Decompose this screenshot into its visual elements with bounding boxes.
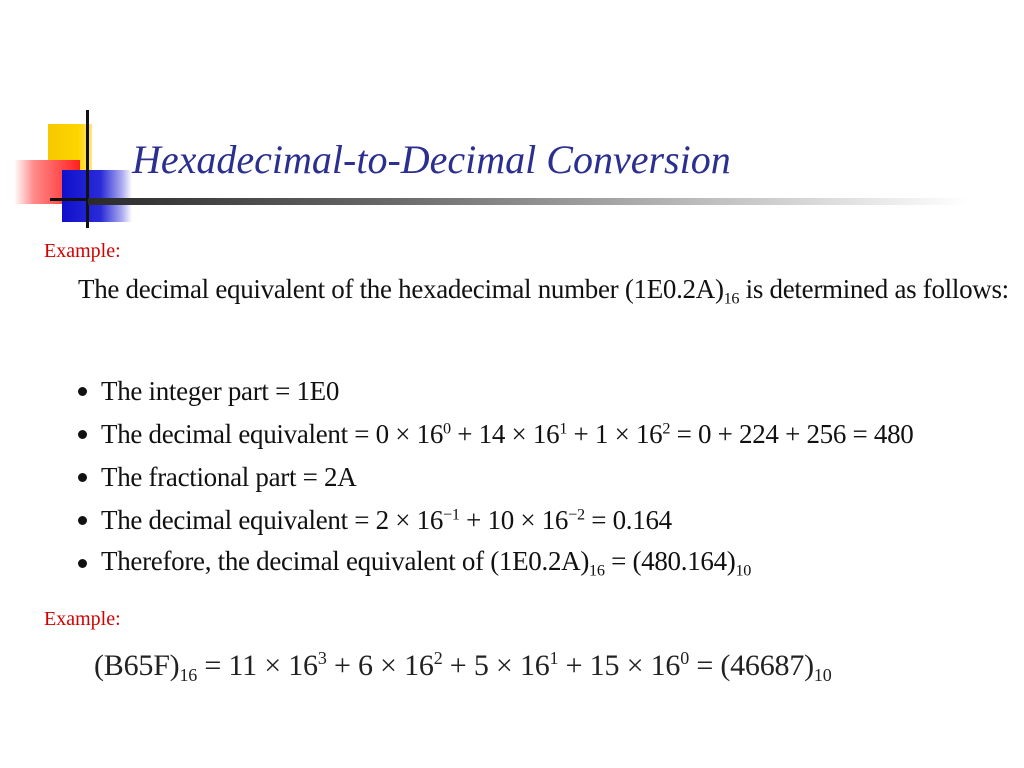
list-item-integer-equivalent bbox=[78, 413, 913, 456]
bullet-text: The decimal equivalent = $0 \times 16^0 + 14 \times 16^1 + 1 \times 16^2 = 0 + 224 + 256 = 480$ bbox=[101, 419, 914, 449]
list-item-fractional-part bbox=[78, 456, 913, 499]
intro-statement bbox=[78, 274, 1009, 309]
bullet-icon bbox=[78, 559, 87, 568]
bullet-text: The integer part = 1E0 bbox=[101, 376, 340, 406]
vertical-line-shape bbox=[86, 110, 89, 228]
example-label-1: Example: bbox=[44, 240, 121, 262]
bullet-icon bbox=[78, 387, 87, 396]
list-item-fractional-equivalent bbox=[78, 499, 913, 542]
example-label-2: Example: bbox=[44, 608, 121, 630]
intro-text-end: is determined as follows: bbox=[739, 274, 1009, 304]
intro-base-subscript: 16 bbox=[723, 289, 740, 308]
blue-square-shape bbox=[62, 170, 132, 222]
list-item-result bbox=[78, 542, 913, 585]
bullet-icon bbox=[78, 473, 87, 482]
bullet-text: Therefore, the decimal equivalent of $(1E0.2A)_{16} = (480.164)_{10}$ bbox=[101, 546, 752, 580]
bullet-icon bbox=[78, 430, 87, 439]
intro-text: The decimal equivalent of the hexadecimal number (1E0.2A) bbox=[78, 274, 724, 304]
b65f-conversion-equation: $(B65F)_{16} = 11 \times 16^3 + 6 \times 16^2 + 5 \times 16^1 + 15 \times 16^0 = (46687)_{10}$ bbox=[94, 648, 832, 686]
list-item-integer-part bbox=[78, 370, 913, 413]
title-underline-rule bbox=[88, 198, 968, 205]
bullet-text: The decimal equivalent = $2 \times 16^{-1} + 10 \times 16^{-2} = 0.164$ bbox=[101, 505, 672, 535]
bullet-text: The fractional part = 2A bbox=[101, 462, 357, 492]
bullet-icon bbox=[78, 516, 87, 525]
steps-list bbox=[78, 370, 913, 585]
slide-title: Hexadecimal-to-Decimal Conversion bbox=[132, 137, 731, 182]
